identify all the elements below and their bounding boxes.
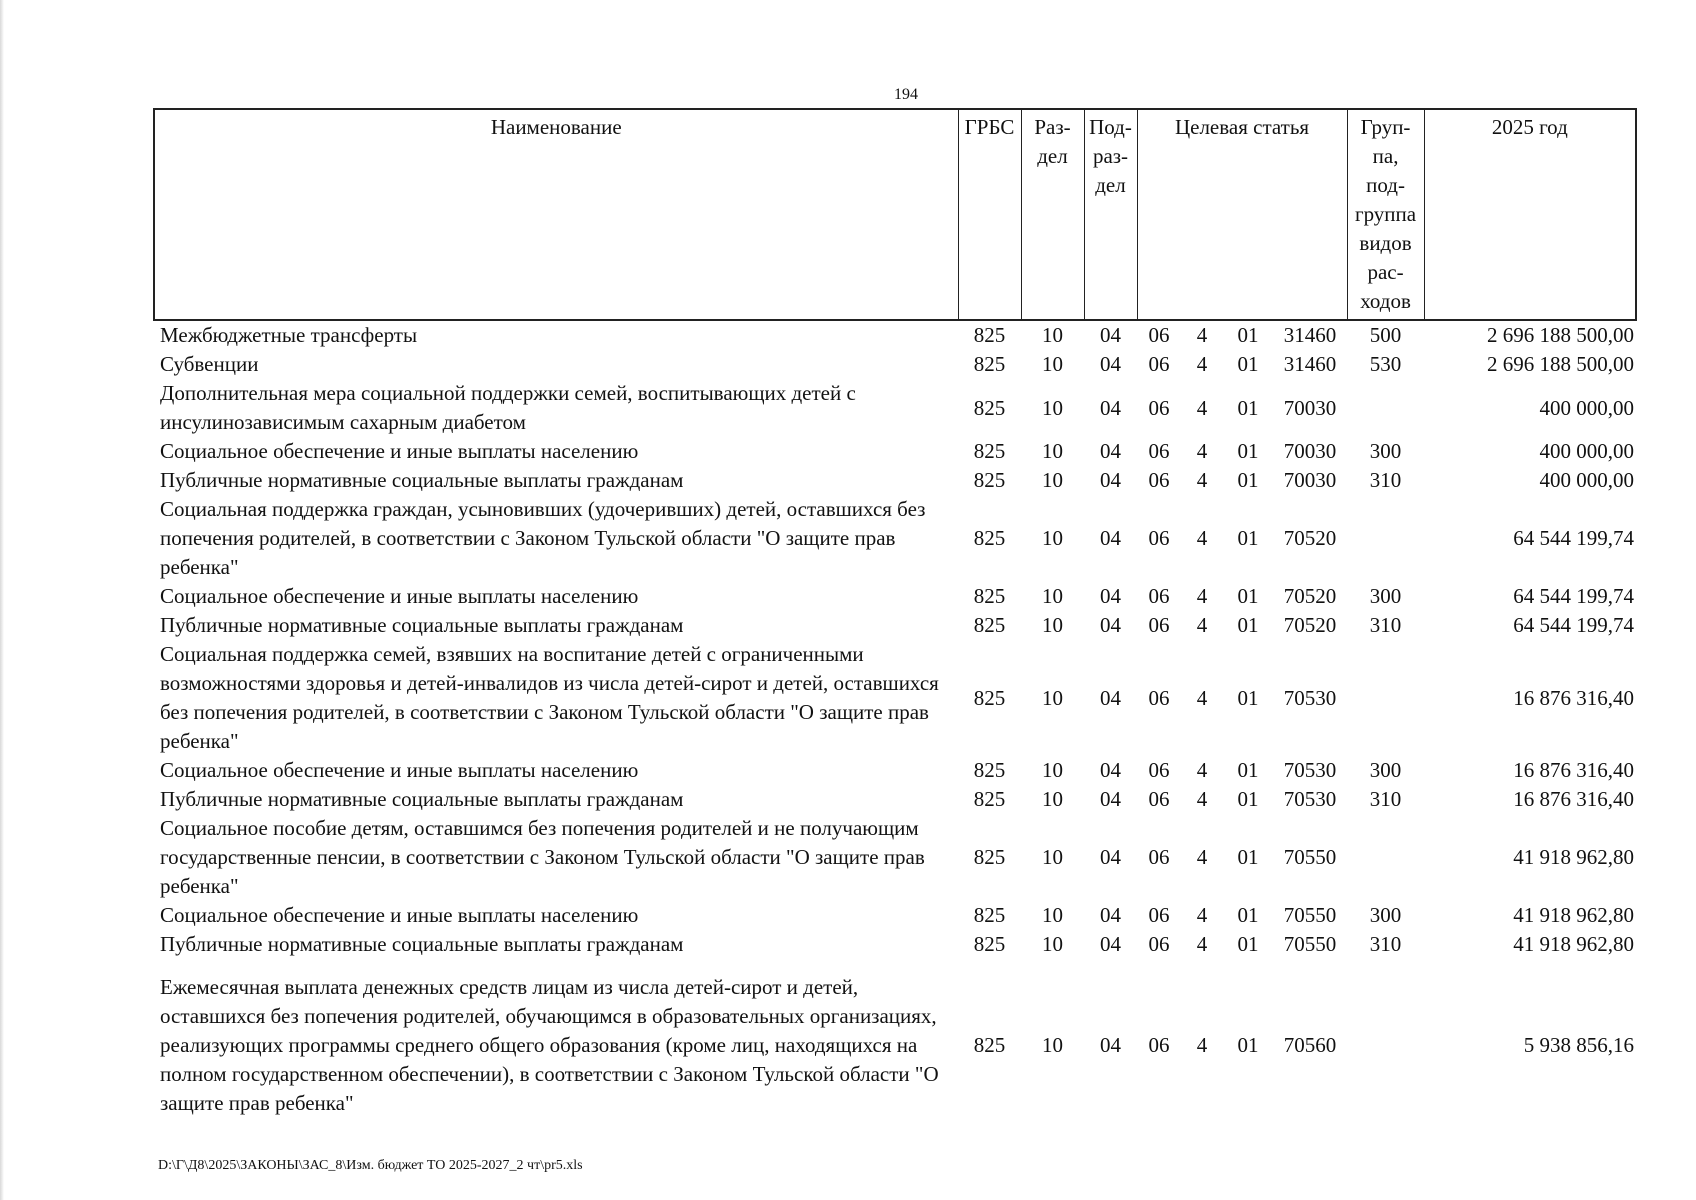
row-razdel: 10 [1042,526,1063,550]
row-celevaya-type: 4 [1196,903,1208,927]
row-celevaya-program: 06 [1148,584,1170,608]
row-name: Социальное обеспечение и иные выплаты населению [160,903,639,927]
row-celevaya-program: 06 [1148,685,1170,710]
row-celevaya-type: 4 [1196,352,1208,376]
row-vid-rashodov: 310 [1369,468,1402,492]
row-celevaya-subprogram: 01 [1237,323,1259,347]
row-celevaya-subprogram: 01 [1237,903,1259,927]
row-celevaya-direction: 31460 [1283,352,1337,376]
table-header [154,109,1636,320]
row-grbs: 825 [973,787,1006,811]
row-grbs: 825 [973,468,1006,492]
row-grbs: 825 [973,584,1006,608]
row-grbs: 825 [973,1033,1006,1057]
row-celevaya-direction: 70550 [1283,845,1337,869]
row-amount: 64 544 199,74 [1513,613,1635,637]
row-celevaya-direction: 70030 [1283,395,1337,420]
row-celevaya-direction: 31460 [1283,323,1337,347]
row-celevaya-subprogram: 01 [1237,685,1259,710]
row-amount: 16 876 316,40 [1513,685,1635,710]
spacer-cell [154,959,1636,973]
row-grbs: 825 [973,758,1006,782]
row-vid-rashodov: 530 [1369,352,1402,376]
row-celevaya-direction: 70030 [1283,468,1337,492]
table-row [154,495,1636,582]
row-name: Социальное обеспечение и иные выплаты населению [160,758,639,782]
table-row [154,973,1636,1118]
row-vid-rashodov: 310 [1369,932,1402,956]
row-amount: 16 876 316,40 [1513,787,1635,811]
row-name: Публичные нормативные социальные выплаты гражданам [160,932,684,956]
row-vid-rashodov: 300 [1369,439,1402,463]
budget-table [153,108,1637,1118]
row-amount: 41 918 962,80 [1513,932,1635,956]
row-razdel: 10 [1042,439,1063,463]
row-razdel: 10 [1042,758,1063,782]
row-celevaya-program: 06 [1148,439,1170,463]
row-spacer [154,959,1636,973]
row-celevaya-type: 4 [1196,526,1208,550]
row-celevaya-subprogram: 01 [1237,787,1259,811]
table-row [154,582,1636,611]
row-celevaya-program: 06 [1148,787,1170,811]
row-amount: 2 696 188 500,00 [1487,352,1635,376]
scan-edge [0,0,4,1200]
table-row [154,437,1636,466]
row-name: Дополнительная мера социальной поддержки семей, воспитывающих детей с инсулинозависимым сахарным диабетом [160,381,856,434]
row-amount: 64 544 199,74 [1513,526,1635,550]
table-row [154,756,1636,785]
row-podrazdel: 04 [1100,439,1121,463]
row-name: Субвенции [160,352,259,376]
row-celevaya-type: 4 [1196,584,1208,608]
row-podrazdel: 04 [1100,613,1121,637]
row-celevaya-type: 4 [1196,758,1208,782]
row-celevaya-subprogram: 01 [1237,1033,1259,1057]
row-celevaya-subprogram: 01 [1237,352,1259,376]
row-celevaya-direction: 70520 [1283,526,1337,550]
row-grbs: 825 [973,352,1006,376]
row-podrazdel: 04 [1100,1033,1121,1057]
row-name: Социальная поддержка граждан, усыновивших (удочеривших) детей, оставшихся без попечения родителей, в соответствии с Законом Тульской области "О защите прав ребенка" [160,497,926,579]
row-celevaya-program: 06 [1148,1033,1170,1057]
row-celevaya-program: 06 [1148,903,1170,927]
row-vid-rashodov: 310 [1369,613,1402,637]
row-amount: 16 876 316,40 [1513,758,1635,782]
row-celevaya-type: 4 [1196,685,1208,710]
row-razdel: 10 [1042,932,1063,956]
row-name: Социальное пособие детям, оставшимся без попечения родителей и не получающим государственные пенсии, в соответствии с Законом Тульской области "О защите прав ребенка" [160,816,925,898]
row-grbs: 825 [973,903,1006,927]
row-vid-rashodov: 310 [1369,787,1402,811]
row-podrazdel: 04 [1100,323,1121,347]
row-amount: 41 918 962,80 [1513,845,1635,869]
header-celevaya-statya: Целевая статья [1137,109,1347,320]
table-body [154,320,1636,1118]
row-grbs: 825 [973,932,1006,956]
row-grbs: 825 [973,845,1006,869]
row-celevaya-subprogram: 01 [1237,584,1259,608]
row-celevaya-program: 06 [1148,323,1170,347]
row-grbs: 825 [973,439,1006,463]
row-celevaya-program: 06 [1148,758,1170,782]
row-podrazdel: 04 [1100,468,1121,492]
row-celevaya-direction: 70530 [1283,685,1337,710]
row-celevaya-direction: 70550 [1283,903,1337,927]
header-grbs: ГРБС [958,109,1021,320]
row-podrazdel: 04 [1100,395,1121,420]
row-razdel: 10 [1042,395,1063,420]
row-name: Социальная поддержка семей, взявших на воспитание детей с ограниченными возможностями здоровья и детей-инвалидов из числа детей-сирот и детей, оставшихся без попечения родителей, в соответствии с Законом Тульской области "О защите прав ребенка" [160,642,939,753]
row-razdel: 10 [1042,613,1063,637]
row-celevaya-program: 06 [1148,395,1170,420]
row-celevaya-type: 4 [1196,395,1208,420]
row-celevaya-type: 4 [1196,1033,1208,1057]
row-celevaya-subprogram: 01 [1237,932,1259,956]
header-gruppa-vidov-rashodov: Груп- па, под- группа видов рас- ходов [1347,109,1424,320]
row-podrazdel: 04 [1100,758,1121,782]
row-amount: 400 000,00 [1539,439,1635,463]
row-grbs: 825 [973,323,1006,347]
row-name: Публичные нормативные социальные выплаты гражданам [160,787,684,811]
table-row [154,814,1636,901]
row-celevaya-direction: 70550 [1283,932,1337,956]
row-celevaya-type: 4 [1196,845,1208,869]
row-grbs: 825 [973,526,1006,550]
row-celevaya-direction: 70530 [1283,758,1337,782]
row-celevaya-program: 06 [1148,468,1170,492]
row-celevaya-subprogram: 01 [1237,758,1259,782]
row-razdel: 10 [1042,584,1063,608]
row-celevaya-program: 06 [1148,526,1170,550]
row-amount: 400 000,00 [1539,468,1635,492]
row-celevaya-program: 06 [1148,932,1170,956]
row-name: Социальное обеспечение и иные выплаты населению [160,584,639,608]
header-razdel: Раз- дел [1021,109,1084,320]
row-podrazdel: 04 [1100,932,1121,956]
row-amount: 5 938 856,16 [1523,1033,1635,1057]
header-podrazdel: Под- раз- дел [1084,109,1137,320]
row-celevaya-direction: 70520 [1283,584,1337,608]
row-podrazdel: 04 [1100,903,1121,927]
footer-file-path: D:\Г\Д8\2025\ЗАКОНЫ\ЗАС_8\Изм. бюджет ТО 2025-2027_2 чт\pr5.xls [158,1158,583,1173]
row-name: Межбюджетные трансферты [160,323,418,347]
table-row [154,379,1636,437]
row-podrazdel: 04 [1100,526,1121,550]
row-name: Ежемесячная выплата денежных средств лицам из числа детей-сирот и детей, оставшихся без попечения родителей, обучающимся в образовательных организациях, реализующих программы среднего общего образования (кроме лиц, находящихся на полном государственном обеспечении), в соответствии с Законом Тульской области "О защите прав ребенка" [160,975,939,1115]
row-celevaya-program: 06 [1148,613,1170,637]
row-grbs: 825 [973,395,1006,420]
row-celevaya-program: 06 [1148,845,1170,869]
row-celevaya-subprogram: 01 [1237,613,1259,637]
row-podrazdel: 04 [1100,584,1121,608]
row-celevaya-subprogram: 01 [1237,395,1259,420]
row-celevaya-subprogram: 01 [1237,526,1259,550]
row-razdel: 10 [1042,468,1063,492]
row-amount: 64 544 199,74 [1513,584,1635,608]
header-name: Наименование [490,115,622,139]
row-celevaya-direction: 70030 [1283,439,1337,463]
row-celevaya-type: 4 [1196,613,1208,637]
page-number: 194 [894,86,918,103]
row-celevaya-type: 4 [1196,323,1208,347]
row-vid-rashodov [1347,495,1424,582]
table-row [154,930,1636,959]
row-celevaya-type: 4 [1196,468,1208,492]
row-grbs: 825 [973,613,1006,637]
row-vid-rashodov [1347,814,1424,901]
row-razdel: 10 [1042,685,1063,710]
table-row [154,611,1636,640]
row-celevaya-program: 06 [1148,352,1170,376]
row-name: Публичные нормативные социальные выплаты гражданам [160,468,684,492]
row-podrazdel: 04 [1100,352,1121,376]
row-razdel: 10 [1042,352,1063,376]
row-celevaya-direction: 70520 [1283,613,1337,637]
table-row [154,785,1636,814]
row-amount: 2 696 188 500,00 [1487,323,1635,347]
table-row [154,901,1636,930]
row-podrazdel: 04 [1100,685,1121,710]
table-row [154,466,1636,495]
table-row [154,640,1636,756]
table-row [154,350,1636,379]
row-name: Публичные нормативные социальные выплаты гражданам [160,613,684,637]
row-celevaya-type: 4 [1196,787,1208,811]
row-razdel: 10 [1042,845,1063,869]
row-vid-rashodov [1347,379,1424,437]
row-vid-rashodov: 300 [1369,584,1402,608]
row-name: Социальное обеспечение и иные выплаты населению [160,439,639,463]
row-vid-rashodov [1347,973,1424,1118]
row-podrazdel: 04 [1100,787,1121,811]
row-celevaya-direction: 70530 [1283,787,1337,811]
row-celevaya-subprogram: 01 [1237,845,1259,869]
row-celevaya-subprogram: 01 [1237,468,1259,492]
row-grbs: 825 [973,685,1006,710]
row-razdel: 10 [1042,787,1063,811]
table-row [154,320,1636,350]
row-celevaya-type: 4 [1196,932,1208,956]
row-vid-rashodov: 300 [1369,903,1402,927]
row-celevaya-type: 4 [1196,439,1208,463]
row-razdel: 10 [1042,323,1063,347]
row-vid-rashodov: 300 [1369,758,1402,782]
row-vid-rashodov [1347,640,1424,756]
row-razdel: 10 [1042,903,1063,927]
row-celevaya-direction: 70560 [1283,1033,1337,1057]
row-celevaya-subprogram: 01 [1237,439,1259,463]
row-razdel: 10 [1042,1033,1063,1057]
row-amount: 400 000,00 [1539,395,1635,420]
row-vid-rashodov: 500 [1369,323,1402,347]
row-amount: 41 918 962,80 [1513,903,1635,927]
header-year-2025: 2025 год [1424,109,1636,320]
row-podrazdel: 04 [1100,845,1121,869]
